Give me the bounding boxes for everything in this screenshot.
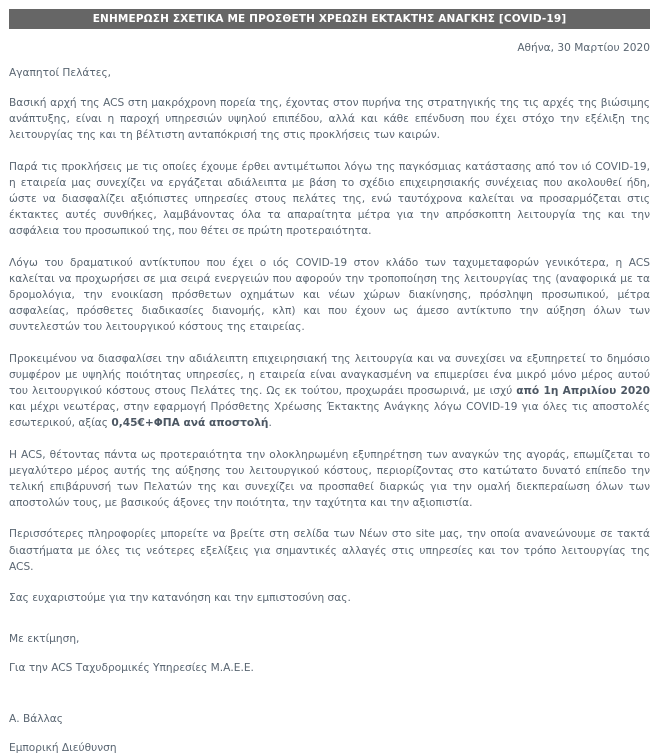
paragraph-4-text-after: . xyxy=(268,417,272,430)
company-name: Για την ACS Ταχυδρομικές Υπηρεσίες Μ.Α.Ε.Ε. xyxy=(9,662,254,675)
paragraph-4-surcharge xyxy=(9,351,650,432)
paragraph-4-text-middle: και μέχρι νεωτέρας, στην εφαρμογή Πρόσθετης Χρέωσης Έκτακτης Ανάγκης λόγω COVID-19 για όλες τις αποστολές εσωτερικού, αξίας xyxy=(9,401,650,430)
paragraph-4-text-before: Προκειμένου να διασφαλίσει την αδιάλειπτη επιχειρησιακή της λειτουργία και να συνεχίσει να εξυπηρετεί το δημόσιο συμφέρον με υψηλής ποιότητας υπηρεσίες, η εταιρεία είναι αναγκασμένη να επιμερίσει ένα μικρό μόνο μέρος αυτού του λειτουργικού κόστους στους Πελάτες της. Ως εκ τούτου, προχωράει προσωρινά, με ισχύ xyxy=(9,352,650,398)
paragraph-2: Παρά τις προκλήσεις με τις οποίες έχουμε έρθει αντιμέτωποι λόγω της παγκόσμιας κατάστασης από τον ιό COVID-19, η εταιρεία μας συνεχίζει να εργάζεται αδιάλειπτα με βάση το σχέδιο επιχειρησιακής συνέχειας που ακολουθεί ήδη, ώστε να διασφαλίζει αξιόπιστες υπηρεσίες στους πελάτες της, ενώ ταυτόχρονα καλείται να προσαρμόζεται στις έκτακτες αυτές συνθήκες, λαμβάνοντας όλα τα απαραίτητα μέτρα για την απρόσκοπτη λειτουργία της και την ασφάλεια του προσωπικού της, που θέτει σε πρώτη προτεραιότητα. xyxy=(9,160,650,238)
paragraph-6: Περισσότερες πληροφορίες μπορείτε να βρείτε στη σελίδα των Νέων στο site μας, την οποία ανανεώνουμε σε τακτά διαστήματα με όλες τις νεότερες εξελίξεις για σημαντικές αλλαγές στις υπηρεσίες και τον τρόπο λειτουργίας της ACS. xyxy=(9,528,650,573)
signer-name: Α. Βάλλας xyxy=(9,713,63,726)
paragraph-7-thanks: Σας ευχαριστούμε για την κατανόηση και την εμπιστοσύνη σας. xyxy=(9,592,351,605)
signature-block xyxy=(9,632,650,756)
effective-date-highlight: από 1η Απριλίου 2020 xyxy=(516,385,651,398)
paragraph-3: Λόγω του δραματικού αντίκτυπου που έχει ο ιός COVID-19 στον κλάδο των ταχυμεταφορών γενικότερα, η ACS καλείται να προχωρήσει σε μια σειρά ενεργειών που αφορούν την τροποποίηση της λειτουργίας της (αναφορικά με τα δρομολόγια, την ενοικίαση πρόσθετων οχημάτων και νέων χώρων διακίνησης, πρόσληψη προσωπικού, μέτρα ασφαλείας, πρόσθετες διαδικασίες διανομής, κλπ) και που έχουν ως άμεσο αντίκτυπο την αύξηση όλων των συντελεστών του λειτουργικού κόστους της εταιρείας. xyxy=(9,256,650,334)
paragraph-1: Βασική αρχή της ACS στη μακρόχρονη πορεία της, έχοντας στον πυρήνα της στρατηγικής της τις αρχές της βιώσιμης ανάπτυξης, είναι η παροχή υπηρεσιών υψηλού επιπέδου, αλλά και κάθε επένδυση που έχει στόχο την εξέλιξη της λειτουργίας της και τη βέλτιστη ανταπόκρισή της στις προκλήσεις των καιρών. xyxy=(9,97,650,142)
salutation: Αγαπητοί Πελάτες, xyxy=(9,67,112,79)
dateline: Αθήνα, 30 Μαρτίου 2020 xyxy=(517,42,650,54)
letter-page xyxy=(0,9,659,755)
signer-title: Εμπορική Διεύθυνση xyxy=(9,742,117,755)
surcharge-amount-highlight: 0,45€+ΦΠΑ ανά αποστολή xyxy=(111,417,269,430)
banner-title: ΕΝΗΜΕΡΩΣΗ ΣΧΕΤΙΚΑ ΜΕ ΠΡΟΣΘΕΤΗ ΧΡΕΩΣΗ ΕΚΤΑΚΤΗΣ ΑΝΑΓΚΗΣ [COVID-19] xyxy=(92,12,567,25)
paragraph-5: Η ACS, θέτοντας πάντα ως προτεραιότητα την ολοκληρωμένη εξυπηρέτηση των αναγκών της αγοράς, επωμίζεται το μεγαλύτερο μέρος αυτής της αύξησης του λειτουργικού κόστους, περιορίζοντας στο κατώτατο δυνατό επίπεδο την τελική επιβάρυνσή των Πελατών της και συνεχίζει να προσπαθεί διαρκώς για την ομαλή διεκπεραίωση όλων των αποστολών τους, με βασικούς άξονες την ποιότητα, την ταχύτητα και την αξιοπιστία. xyxy=(9,448,650,510)
letter-body xyxy=(9,66,650,606)
signature-space xyxy=(9,690,650,712)
header-banner xyxy=(9,9,650,29)
closing-salutation: Με εκτίμηση, xyxy=(9,633,80,646)
